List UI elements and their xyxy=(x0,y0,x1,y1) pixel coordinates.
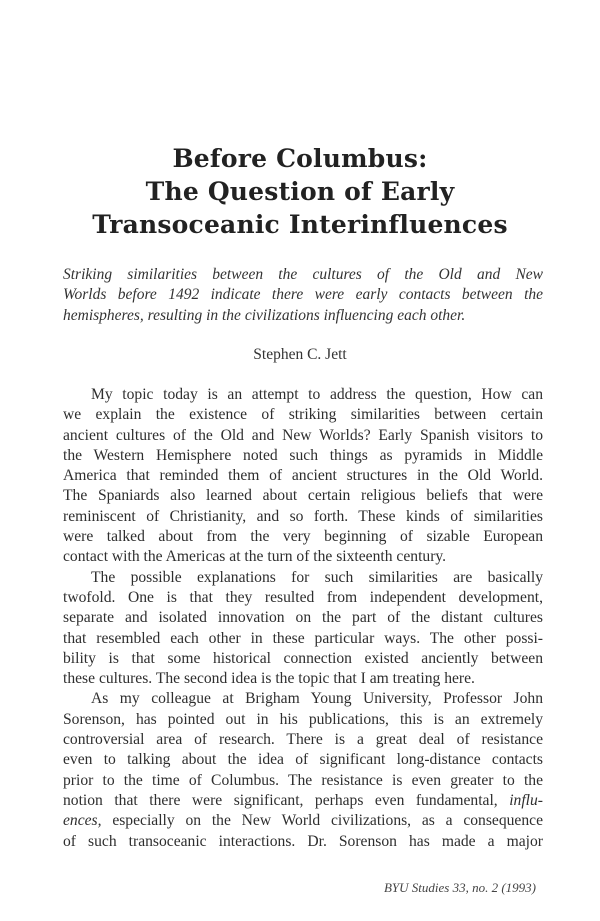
author-name: Stephen C. Jett xyxy=(253,346,347,363)
title-line-3: Transoceanic Interinfluences xyxy=(92,210,508,239)
body-line: America that reminded them of ancient structures in the Old World. xyxy=(63,467,543,485)
body-line: of such transoceanic interactions. Dr. Sorenson has made a major xyxy=(63,832,543,850)
body-line: even to talking about the idea of significant long-distance contacts xyxy=(63,751,543,769)
body-line: The possible explanations for such similarities are basically xyxy=(91,568,543,586)
title-line-1: Before Columbus: xyxy=(172,144,428,173)
body-line: twofold. One is that they resulted from independent development, xyxy=(63,588,543,606)
body-line: we explain the existence of striking similarities between certain xyxy=(63,406,543,424)
body-line: prior to the time of Columbus. The resistance is even greater to the xyxy=(63,771,543,789)
article-body xyxy=(63,385,543,852)
body-line: Sorenson, has pointed out in his publications, this is an extremely xyxy=(63,710,543,728)
subtitle-line-2: Worlds before 1492 indicate there were early contacts between the xyxy=(63,286,543,304)
body-line xyxy=(63,791,543,811)
body-text-run: especially on the New World civilizations, as a consequence xyxy=(101,812,543,830)
body-line: that resembled each other in these particular ways. The other possi- xyxy=(63,629,543,647)
body-text-run: notion that there were significant, perhaps even fundamental, xyxy=(63,791,510,809)
subtitle-line-3: hemispheres, resulting in the civilizations influencing each other. xyxy=(63,306,466,324)
body-line: controversial area of research. There is a great deal of resistance xyxy=(63,731,543,749)
body-line: reminiscent of Christianity, and so forth. These kinds of similarities xyxy=(63,507,543,525)
body-line: My topic today is an attempt to address the question, How can xyxy=(91,386,543,403)
body-line: the Western Hemisphere noted such things as pyramids in Middle xyxy=(63,446,543,464)
body-line: these cultures. The second idea is the topic that I am treating here. xyxy=(63,670,475,688)
body-line xyxy=(63,811,543,831)
article-subtitle xyxy=(63,264,543,325)
italic-term: influ- xyxy=(509,791,543,809)
body-line: ancient cultures of the Old and New Worlds? Early Spanish visitors to xyxy=(63,426,543,444)
subtitle-line-1: Striking similarities between the cultures of the Old and New xyxy=(63,266,543,283)
article-title xyxy=(60,142,540,241)
body-line: were talked about from the very beginning of sizable European xyxy=(63,528,543,546)
journal-citation: BYU Studies 33, no. 2 (1993) xyxy=(383,880,536,895)
body-line: As my colleague at Brigham Young University, Professor John xyxy=(91,690,543,708)
italic-term: ences, xyxy=(63,812,102,830)
title-line-2: The Question of Early xyxy=(145,177,455,206)
body-line: bility is that some historical connection existed anciently between xyxy=(63,649,543,667)
body-line: The Spaniards also learned about certain religious beliefs that were xyxy=(63,487,543,505)
body-line: separate and isolated innovation on the part of the distant cultures xyxy=(63,609,543,627)
body-line: contact with the Americas at the turn of the sixteenth century. xyxy=(63,548,447,566)
